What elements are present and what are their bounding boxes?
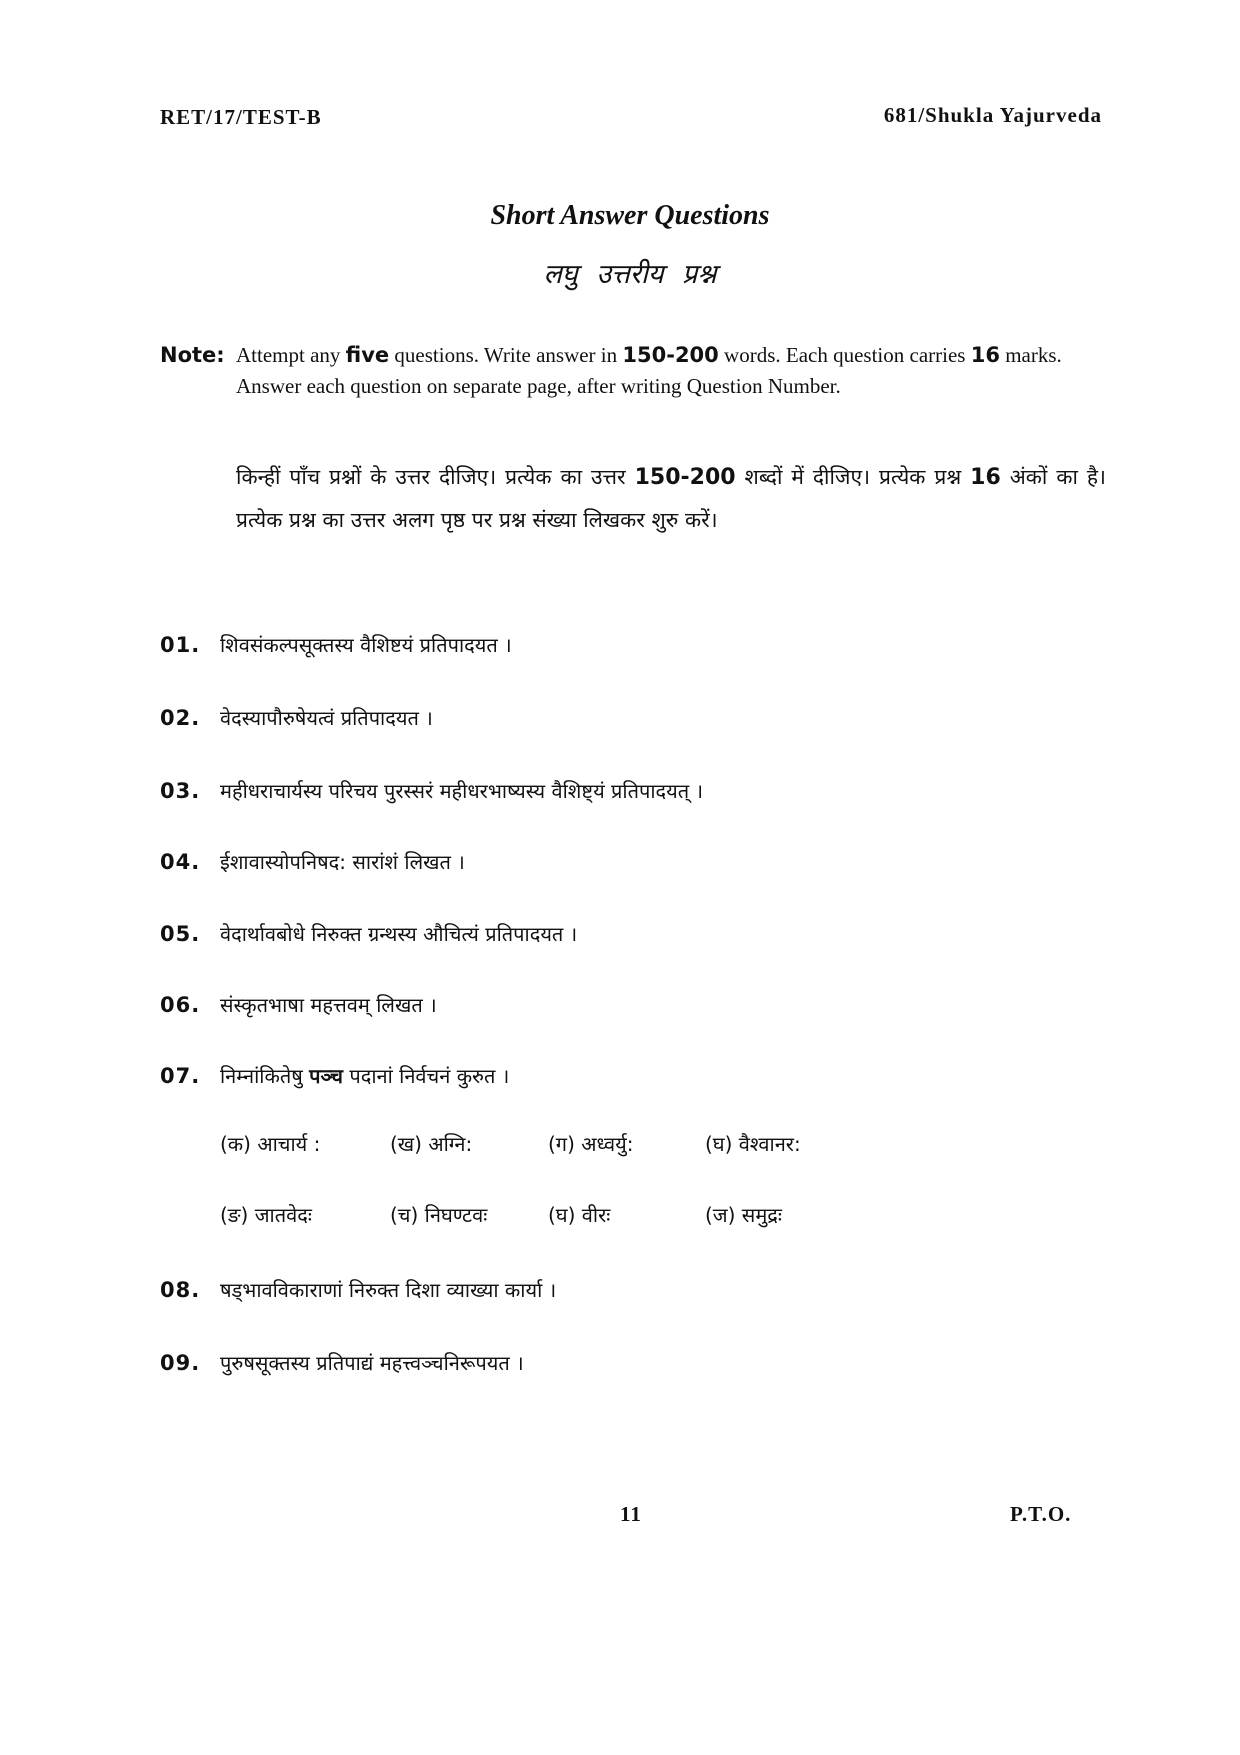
note-bold-marks: 16: [970, 343, 1000, 367]
question-01: [160, 630, 512, 660]
question-text: पुरुषसूक्तस्य प्रतिपाद्यं महत्त्वञ्चनिरूपयत ।: [220, 1351, 524, 1375]
section-title: Short Answer Questions: [490, 200, 770, 231]
question-number: 01.: [160, 633, 201, 657]
question-06: [160, 990, 437, 1020]
question-text: ईशावास्योपनिषद: सारांशं लिखत ।: [220, 850, 465, 874]
note-hindi-part: अंकों का है। प्रत्येक प्रश्न का उत्तर अलग पृष्ठ पर प्रश्न संख्या लिखकर शुरु करें।: [236, 465, 1106, 532]
question-text-bold: पञ्च: [309, 1064, 343, 1088]
note-text: [236, 340, 1105, 402]
question-03: [160, 776, 703, 806]
subject-code: 681/Shukla Yajurveda: [883, 103, 1102, 127]
question-08: [160, 1275, 556, 1305]
question-02: [160, 703, 433, 733]
q7-option-ja: (ज) समुद्रः: [705, 1203, 782, 1227]
question-number: 06.: [160, 993, 201, 1017]
question-number: 07.: [160, 1064, 201, 1088]
question-text: षड्भावविकाराणां निरुक्त दिशा व्याख्या कार्या ।: [220, 1278, 557, 1302]
question-number: 05.: [160, 922, 201, 946]
question-text: शिवसंकल्पसूक्तस्य वैशिष्टयं प्रतिपादयत ।: [220, 633, 512, 657]
question-text-part: निम्नांकितेषु: [220, 1064, 310, 1088]
question-number: 09.: [160, 1351, 201, 1375]
note-text-part: questions. Write answer in: [389, 343, 623, 367]
question-text: वेदस्यापौरुषेयत्वं प्रतिपादयत ।: [220, 706, 433, 730]
q7-option-gha-2: (घ) वीरः: [548, 1203, 611, 1227]
page-number: 11: [620, 1502, 642, 1526]
note-text-part: Attempt any: [236, 343, 346, 367]
question-number: 02.: [160, 706, 201, 730]
note-hindi-part: किन्हीं पाँच प्रश्नों के उत्तर दीजिए। प्रत्येक का उत्तर: [236, 465, 635, 489]
instructions-hindi: [236, 456, 1106, 541]
section-title-hindi: लघु उत्तरीय प्रश्न: [543, 259, 717, 290]
note-bold-word-range: 150-200: [622, 343, 719, 367]
note-label: Note:: [160, 343, 225, 367]
question-09: [160, 1348, 524, 1378]
question-04: [160, 847, 465, 877]
question-number: 03.: [160, 779, 201, 803]
question-text: वेदार्थावबोधे निरुक्त ग्रन्थस्य औचित्यं प्रतिपादयत ।: [220, 922, 578, 946]
q7-option-gha: (घ) वैश्वानर:: [705, 1132, 801, 1156]
note-hindi-part: शब्दों में दीजिए। प्रत्येक प्रश्न: [735, 465, 971, 489]
question-text: संस्कृतभाषा महत्तवम् लिखत ।: [220, 993, 437, 1017]
question-text: महीधराचार्यस्य परिचय पुरस्सरं महीधरभाष्यस्य वैशिष्ट्यं प्रतिपादयत् ।: [220, 779, 704, 803]
note-text-part: words. Each question carries: [718, 343, 971, 367]
question-text-part: पदानां निर्वचनं कुरुत ।: [342, 1064, 510, 1088]
note-bold-five: five: [345, 343, 390, 367]
question-text: [220, 1061, 509, 1091]
note-hindi-bold-marks: 16: [970, 465, 1001, 490]
question-number: 08.: [160, 1278, 201, 1302]
instructions-english: [160, 340, 1105, 402]
pto-marker: P.T.O.: [1010, 1502, 1072, 1526]
question-number: 04.: [160, 850, 201, 874]
question-07: [160, 1061, 509, 1091]
q7-option-nga: (ङ) जातवेदः: [220, 1203, 312, 1227]
question-05: [160, 919, 577, 949]
note-text-part: marks. Answer each question on separate page, after writing Question Number.: [236, 343, 1062, 398]
q7-option-kha: (ख) अग्नि:: [390, 1132, 473, 1156]
q7-option-ka: (क) आचार्य :: [220, 1132, 321, 1156]
note-hindi-bold-word-range: 150-200: [634, 465, 736, 490]
paper-code: RET/17/TEST-B: [160, 105, 322, 129]
q7-option-cha: (च) निघण्टवः: [390, 1203, 488, 1227]
q7-option-ga: (ग) अध्वर्यु:: [548, 1132, 634, 1156]
